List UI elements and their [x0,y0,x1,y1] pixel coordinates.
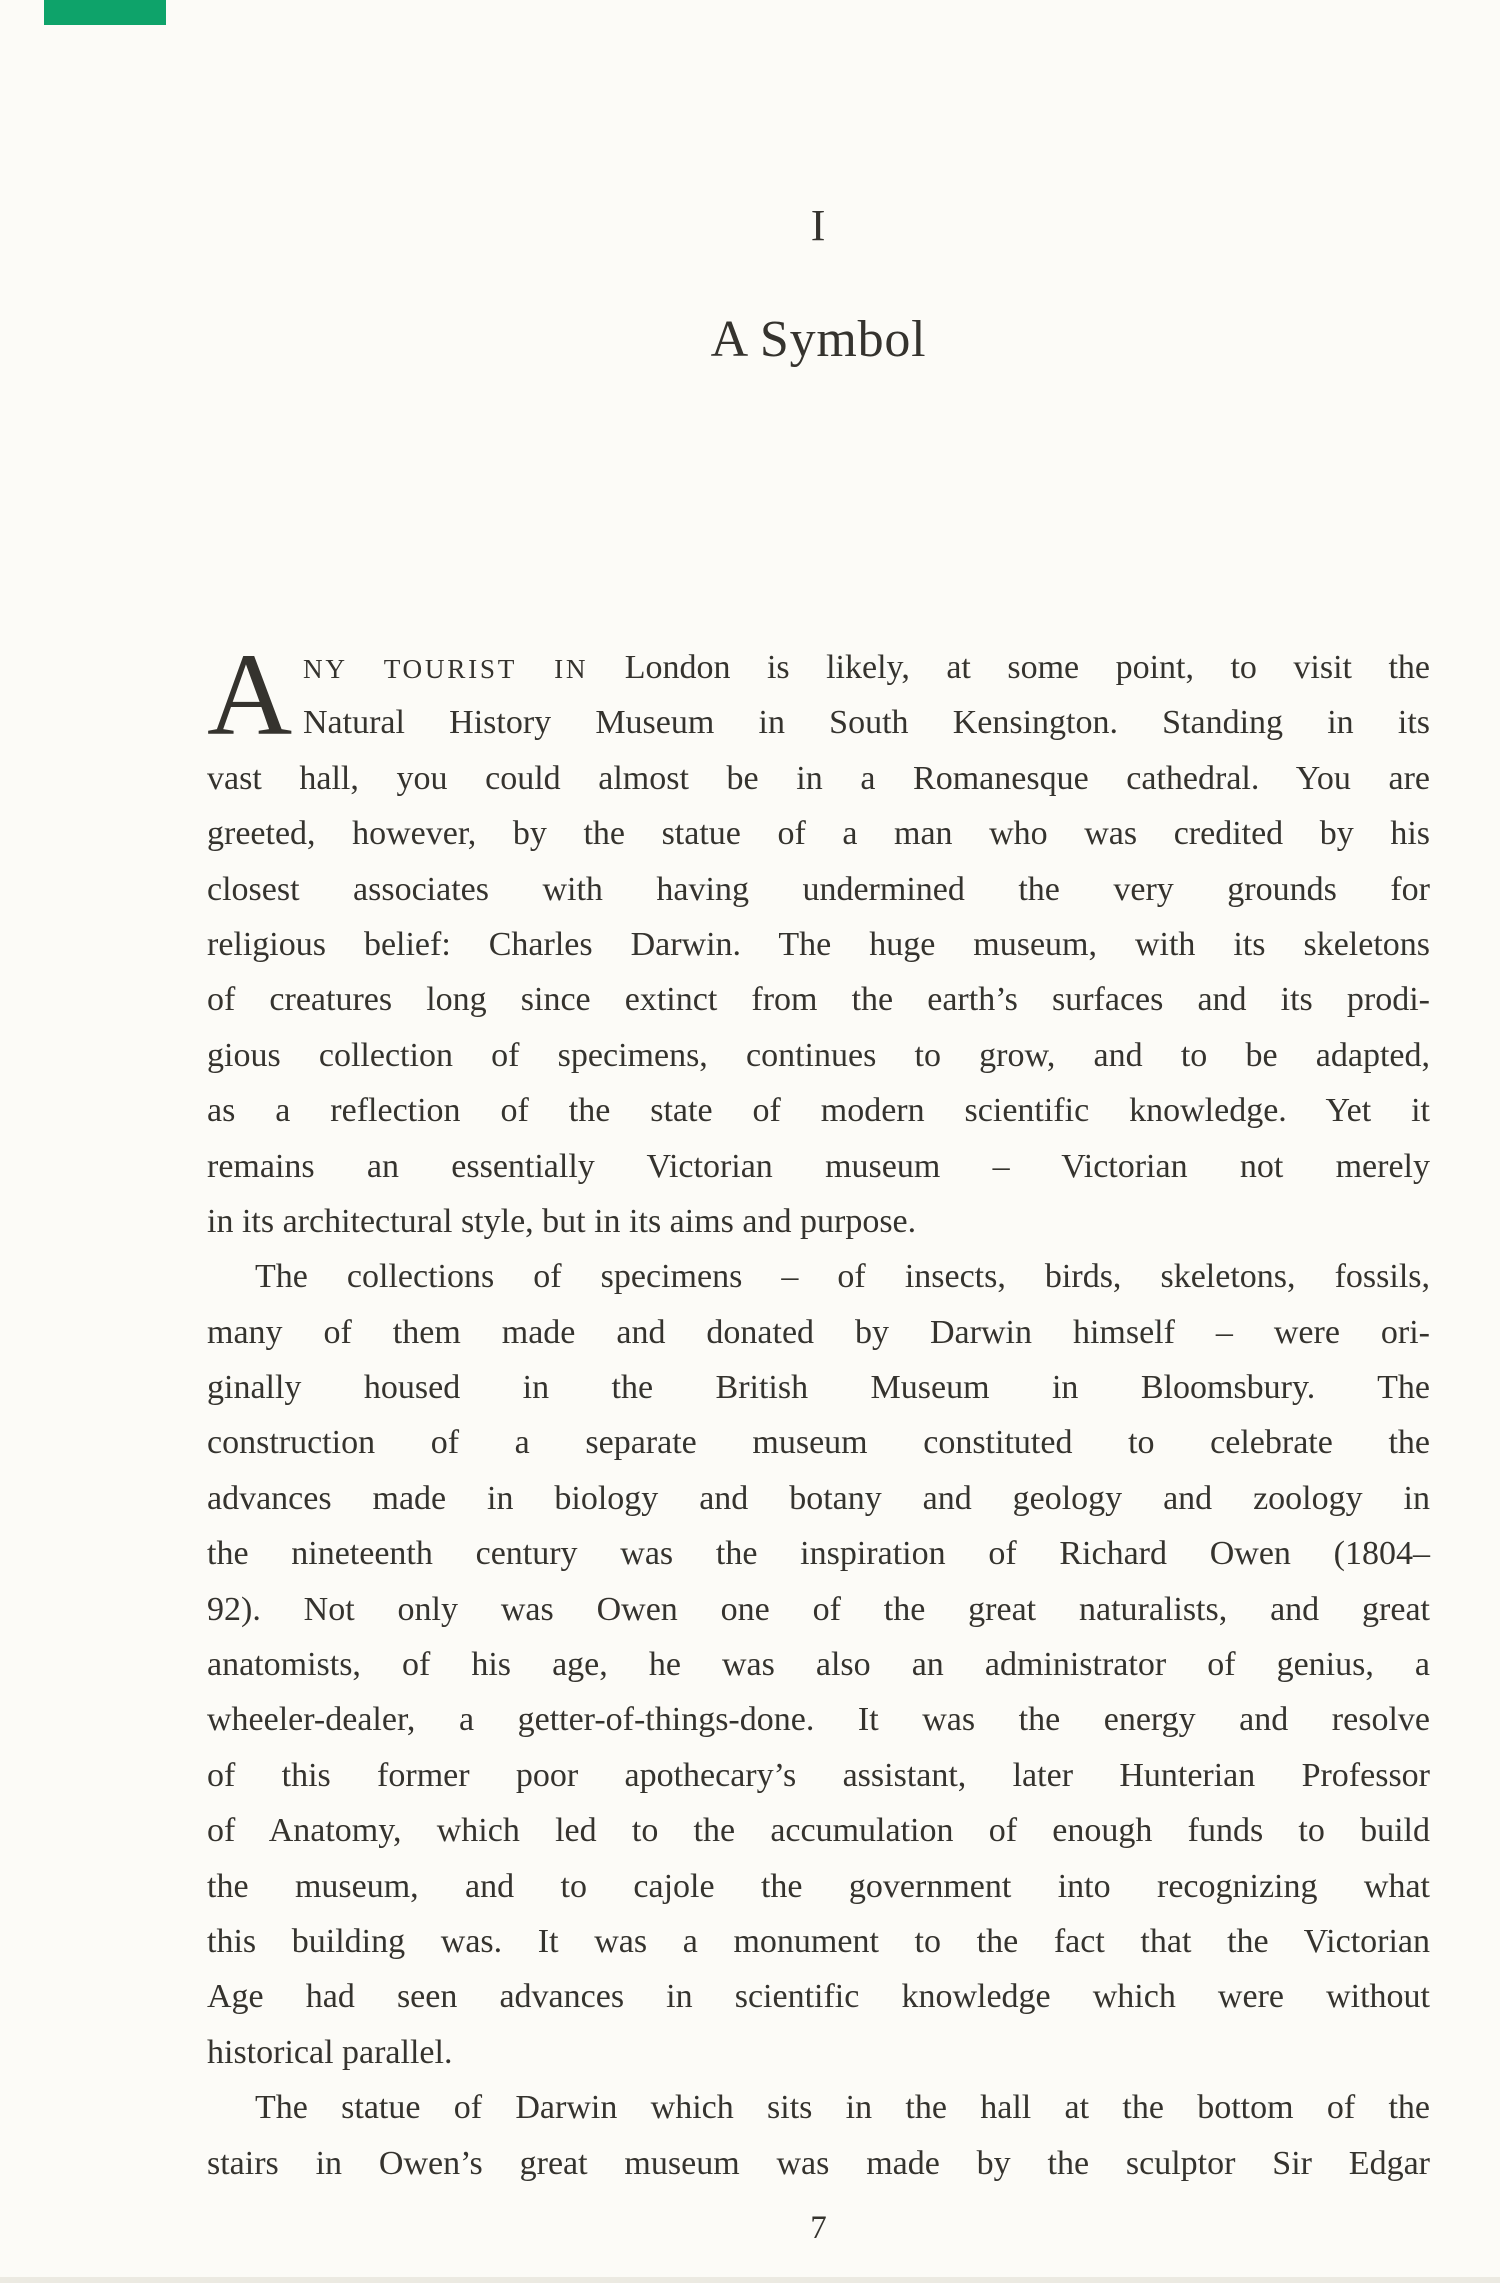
text-line: in its architectural style, but in its aims and purpose. [207,1202,917,1240]
text-line: religious belief: Charles Darwin. The huge museum, with its skeletons [207,925,1430,963]
drop-cap: A [207,629,293,760]
text-line: gious collection of specimens, continues to grow, and to be adapted, [207,1036,1430,1074]
text-line: as a reflection of the state of modern scientific knowledge. Yet it [207,1092,1430,1130]
text-line: construction of a separate museum constituted to celebrate the [207,1424,1430,1462]
scan-artifact [44,0,166,25]
page-number: 7 [810,2210,827,2246]
small-caps-lead: NY TOURIST IN [303,654,589,684]
chapter-number: I [810,201,827,250]
text-line: The collections of specimens – of insects, birds, skeletons, fossils, [255,1258,1430,1296]
scan-bottom-edge [0,2277,1500,2283]
text-block [207,629,1431,2191]
chapter-title: A Symbol [710,311,927,368]
text-line: greeted, however, by the statue of a man who was credited by his [207,815,1430,853]
text-line: stairs in Owen’s great museum was made by the sculptor Sir Edgar [207,2144,1430,2182]
text-line: remains an essentially Victorian museum – Victorian not merely [207,1147,1430,1185]
text-line: this building was. It was a monument to the fact that the Victorian [207,1922,1430,1960]
text-line: anatomists, of his age, he was also an administrator of genius, a [207,1646,1430,1684]
text-line: NY TOURIST IN London is likely, at some point, to visit the [303,649,1431,686]
text-line: advances made in biology and botany and geology and zoology in [207,1479,1430,1517]
paragraph [207,2080,1430,2191]
text-line: ginally housed in the British Museum in Bloomsbury. The [207,1369,1430,1407]
text-line: Natural History Museum in South Kensington. Standing in its [303,704,1430,742]
text-line: closest associates with having undermined the very grounds for [207,870,1430,908]
text-line: Age had seen advances in scientific knowledge which were without [207,1978,1430,2016]
text-line: wheeler-dealer, a getter-of-things-done. It was the energy and resolve [207,1701,1430,1739]
text-line: of creatures long since extinct from the earth’s surfaces and its prodi- [207,981,1430,1019]
text-line: many of them made and donated by Darwin himself – were ori- [207,1313,1430,1351]
text-line: the nineteenth century was the inspiration of Richard Owen (1804– [207,1535,1430,1573]
text-line: The statue of Darwin which sits in the hall at the bottom of the [255,2089,1430,2127]
text-line: of this former poor apothecary’s assistant, later Hunterian Professor [207,1756,1430,1794]
text-line: 92). Not only was Owen one of the great naturalists, and great [207,1590,1430,1628]
text-line: the museum, and to cajole the government into recognizing what [207,1867,1430,1905]
text-line: vast hall, you could almost be in a Romanesque cathedral. You are [207,759,1430,797]
paragraph [207,629,1431,1249]
paragraph [207,1249,1430,2080]
text-line: of Anatomy, which led to the accumulation of enough funds to build [207,1812,1430,1850]
text-line: historical parallel. [207,2033,453,2071]
